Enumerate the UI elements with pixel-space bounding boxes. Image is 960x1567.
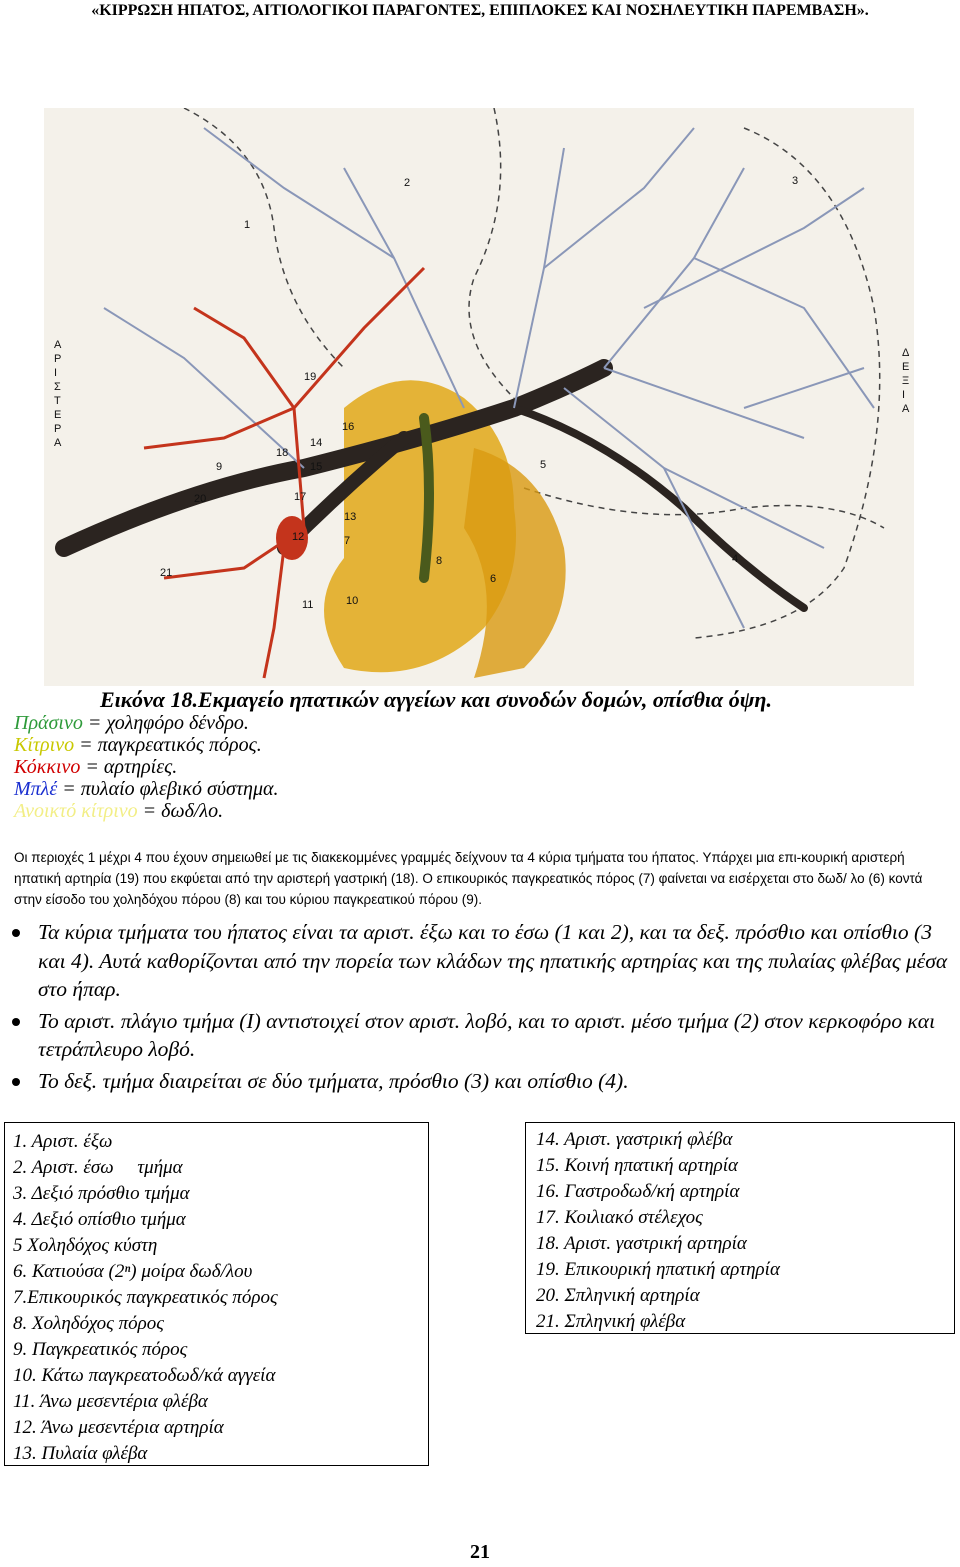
label-19: 19 — [304, 371, 317, 383]
label-18: 18 — [276, 447, 289, 459]
label-11: 11 — [302, 599, 314, 611]
region-label-1: 1 — [244, 219, 251, 231]
legend-color-word: Κόκκινο — [14, 756, 81, 778]
bullet-dot-icon — [12, 1078, 20, 1086]
color-legend — [14, 712, 278, 822]
key-item: 10. Κάτω παγκρεατοδωδ/κά αγγεία — [13, 1365, 276, 1386]
key-item: 5 Χοληδόχος κύστη — [13, 1235, 158, 1256]
right-side-label-letter: Ξ — [902, 375, 910, 387]
left-side-label-letter: Ε — [54, 409, 62, 421]
right-side-label-letter: Ι — [902, 389, 906, 401]
key-item: 21. Σπληνική φλέβα — [536, 1311, 686, 1332]
figure-caption: Εικόνα 18.Εκμαγείο ηπατικών αγγείων και συνοδών δομών, οπίσθια όψη. — [100, 687, 772, 712]
key-item: 9. Παγκρεατικός πόρος — [13, 1339, 188, 1360]
bullet-text: Το αριστ. πλάγιο τμήμα (Ι) αντιστοιχεί στον αριστ. λοβό, και το αριστ. μέσο τμήμα (2) στον κερκοφόρο και τετράπλευρο λοβό. — [38, 1008, 936, 1061]
segment-boundary — [694, 128, 880, 638]
legend-meaning: = παγκρεατικός πόρος. — [74, 734, 262, 756]
legend-meaning: = χοληφόρο δένδρο. — [82, 712, 249, 734]
legend-color-word: Πράσινο — [14, 712, 83, 734]
key-item: 7.Επικουρικός παγκρεατικός πόρος — [13, 1287, 278, 1308]
figure-description: Οι περιοχές 1 μέχρι 4 που έχουν σημειωθεί με τις διακεκομμένες γραμμές δείχνουν τα 4 κύρια τμήματα του ήπατος. Υπάρχει μια επι-κουρική αριστερή ηπατική αρτηρία (19) που εκφύεται από την αριστερή γαστρική (18). Ο επικουρικός παγκρεατικός πόρος (7) φαίνεται να εισέρχεται στο δωδ/ λο (6) κοντά στην είσοδο του χοληδόχου πόρου (8) και του κύριου παγκρεατικού πόρου (9). — [14, 850, 923, 907]
key-item: 20. Σπληνική αρτηρία — [536, 1285, 700, 1306]
bullet-text: Το δεξ. τμήμα διαιρείται σε δύο τμήματα, πρόσθιο (3) και οπίσθιο (4). — [38, 1068, 629, 1093]
key-item: 6. Κατιούσα (2ⁿ) μοίρα δωδ/λου — [13, 1261, 253, 1282]
key-item: 3. Δεξιό πρόσθιο τμήμα — [13, 1183, 190, 1204]
legend-meaning: = αρτηρίες. — [80, 756, 178, 778]
left-side-label-letter: Σ — [54, 381, 61, 393]
key-item: 11. Άνω μεσεντέρια φλέβα — [13, 1391, 208, 1412]
bullet-list — [10, 918, 950, 1098]
left-side-label-letter: Ρ — [54, 423, 62, 435]
bile-duct — [424, 418, 429, 578]
label-16: 16 — [342, 421, 355, 433]
region-label-4: 4 — [732, 553, 739, 565]
legend-item-green — [14, 712, 278, 734]
key-item: 17. Κοιλιακό στέλεχος — [536, 1207, 703, 1228]
segment-boundary — [469, 108, 514, 398]
legend-item-yellow — [14, 734, 278, 756]
label-12: 12 — [292, 531, 305, 543]
bullet-item — [10, 1007, 950, 1064]
left-side-label: Α — [54, 339, 62, 351]
segment-boundary — [184, 108, 344, 368]
key-item: 8. Χοληδόχος πόρος — [13, 1313, 164, 1334]
label-21: 21 — [160, 567, 173, 579]
key-item: 12. Άνω μεσεντέρια αρτηρία — [13, 1417, 224, 1438]
key-item: 4. Δεξιό οπίσθιο τμήμα — [13, 1209, 186, 1230]
right-side-label-letter: Ε — [902, 361, 910, 373]
left-side-label-letter: Τ — [54, 395, 61, 407]
bullet-item — [10, 918, 950, 1004]
legend-item-light-yellow — [14, 800, 278, 822]
key-item: 2. Αριστ. έσω τμήμα — [13, 1157, 183, 1178]
legend-color-word: Κίτρινο — [14, 734, 75, 756]
key-item: 19. Επικουρική ηπατική αρτηρία — [536, 1259, 780, 1280]
legend-color-word: Μπλέ — [14, 778, 58, 800]
key-item: 15. Κοινή ηπατική αρτηρία — [536, 1155, 738, 1176]
bullet-dot-icon — [12, 929, 20, 937]
label-8: 8 — [436, 555, 443, 567]
key-item: 16. Γαστροδωδ/κή αρτηρία — [536, 1181, 740, 1202]
label-5: 5 — [540, 459, 547, 471]
legend-color-word: Ανοικτό κίτρινο — [14, 800, 138, 822]
label-20: 20 — [194, 493, 207, 505]
liver-cast-illustration — [44, 108, 914, 686]
key-item: 13. Πυλαία φλέβα — [13, 1443, 148, 1464]
label-9: 9 — [216, 461, 223, 473]
left-side-label-letter: Ι — [54, 367, 58, 379]
label-10: 10 — [346, 595, 359, 607]
right-side-label-letter: Δ — [902, 347, 910, 359]
key-item: 18. Αριστ. γαστρική αρτηρία — [536, 1233, 747, 1254]
page-header: «ΚΙΡΡΩΣΗ ΗΠΑΤΟΣ, ΑΙΤΙΟΛΟΓΙΚΟΙ ΠΑΡΑΓΟΝΤΕΣ, ΕΠΙΠΛΟΚΕΣ ΚΑΙ ΝΟΣΗΛΕΥΤΙΚΗ ΠΑΡΕΜΒΑΣΗ». — [91, 2, 869, 19]
region-label-2: 2 — [404, 177, 411, 189]
label-14: 14 — [310, 437, 323, 449]
page-number: 21 — [470, 1541, 490, 1563]
region-label-3: 3 — [792, 175, 799, 187]
numbered-key-left — [4, 1122, 429, 1466]
label-15: 15 — [310, 461, 323, 473]
label-7: 7 — [344, 535, 351, 547]
label-6: 6 — [490, 573, 497, 585]
key-item: 1. Αριστ. έξω — [13, 1131, 113, 1152]
numbered-key-right — [525, 1122, 955, 1334]
right-side-label-letter: Α — [902, 403, 910, 415]
legend-meaning: = δωδ/λο. — [137, 800, 224, 822]
liver-cast-figure — [44, 108, 914, 686]
label-13: 13 — [344, 511, 357, 523]
left-side-label-letter: Α — [54, 437, 62, 449]
bullet-dot-icon — [12, 1018, 20, 1026]
legend-item-blue — [14, 778, 278, 800]
label-17: 17 — [294, 491, 307, 503]
bullet-text: Τα κύρια τμήματα του ήπατος είναι τα αριστ. έξω και το έσω (1 και 2), και τα δεξ. πρόσθιο και οπίσθιο (3 και 4). Αυτά καθορίζονται από την πορεία των κλάδων της ηπατικής αρτηρίας και της πυλαίας φλέβας μέσα στο ήπαρ. — [38, 920, 948, 1001]
key-item: 14. Αριστ. γαστρική φλέβα — [536, 1129, 733, 1150]
left-side-label-letter: Ρ — [54, 353, 62, 365]
legend-item-red — [14, 756, 278, 778]
bullet-item — [10, 1067, 950, 1096]
legend-meaning: = πυλαίο φλεβικό σύστημα. — [57, 778, 279, 800]
